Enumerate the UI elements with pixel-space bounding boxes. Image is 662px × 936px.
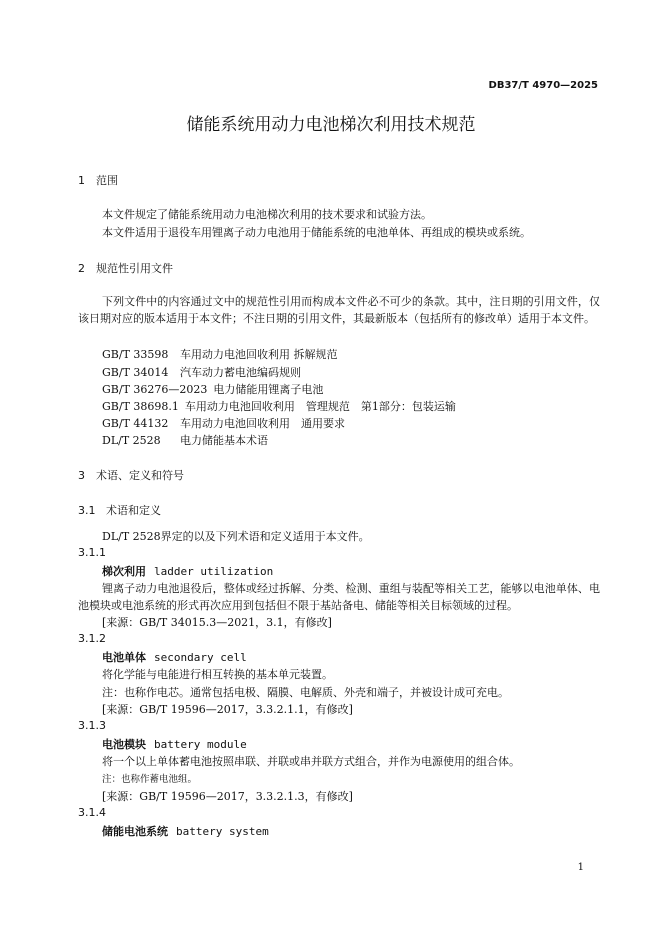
- reference-code: GB/T 38698.1: [102, 400, 179, 413]
- document-title: 储能系统用动力电池梯次利用技术规范: [186, 115, 476, 135]
- document-number: DB37/T 4970—2025: [488, 80, 598, 91]
- term-name: [102, 823, 269, 839]
- section-number: 1: [78, 174, 85, 187]
- term-definition: 锂离子动力电池退役后，整体或经过拆解、分类、检测、重组与装配等相关工艺，能够以电池单体、电池模块或电池系统的形式再次应用到包括但不限于基站备电、储能等相关目标领域的过程。: [78, 582, 600, 612]
- term-note: 注：也称作蓄电池组。: [102, 774, 198, 785]
- reference-code: GB/T 36276—2023: [102, 383, 208, 396]
- subsection-3-1-heading: [78, 502, 161, 518]
- reference-item: [102, 381, 323, 397]
- page-number: 1: [577, 862, 584, 873]
- paragraph: DL/T 2528界定的以及下列术语和定义适用于本文件。: [102, 530, 370, 543]
- term-name-en: battery system: [176, 825, 269, 838]
- reference-code: GB/T 34014: [102, 366, 169, 379]
- section-1-heading: [78, 172, 118, 188]
- reference-code: GB/T 44132: [102, 417, 169, 430]
- reference-title: 车用动力电池回收利用 通用要求: [180, 417, 345, 430]
- reference-title: 电力储能用锂离子电池: [213, 383, 324, 396]
- reference-item: [102, 346, 338, 362]
- reference-title: 电力储能基本术语: [180, 434, 268, 447]
- reference-item: [102, 364, 301, 380]
- term-number: 3.1.4: [78, 806, 106, 819]
- section-number: 3: [78, 469, 85, 482]
- term-source: [来源：GB/T 19596—2017，3.3.2.1.1，有修改]: [102, 703, 353, 716]
- section-title: 范围: [96, 174, 118, 187]
- reference-code: DL/T 2528: [102, 434, 161, 447]
- reference-item: [102, 432, 268, 448]
- term-name-zh: 储能电池系统: [102, 825, 168, 838]
- term-source: [来源：GB/T 34015.3—2021，3.1，有修改]: [102, 616, 332, 629]
- term-source: [来源：GB/T 19596—2017，3.3.2.1.3，有修改]: [102, 790, 353, 803]
- term-definition: 将化学能与电能进行相互转换的基本单元装置。: [102, 668, 333, 681]
- paragraph: 下列文件中的内容通过文中的规范性引用而构成本文件必不可少的条款。其中，注日期的引用文件，仅该日期对应的版本适用于本文件；不注日期的引用文件，其最新版本（包括所有的修改单）适用于本文件。: [78, 295, 600, 325]
- term-name-en: secondary cell: [154, 651, 247, 664]
- paragraph: 本文件适用于退役车用锂离子动力电池用于储能系统的电池单体、再组成的模块或系统。: [102, 226, 531, 239]
- term-number: 3.1.1: [78, 546, 106, 559]
- reference-title: 车用动力电池回收利用 拆解规范: [180, 348, 338, 361]
- subsection-number: 3.1: [78, 504, 96, 517]
- term-number: 3.1.2: [78, 632, 106, 645]
- reference-item: [102, 398, 456, 414]
- paragraph: 本文件规定了储能系统用动力电池梯次利用的技术要求和试验方法。: [102, 208, 432, 221]
- section-number: 2: [78, 262, 85, 275]
- reference-title: 汽车动力蓄电池编码规则: [180, 366, 301, 379]
- reference-code: GB/T 33598: [102, 348, 169, 361]
- term-number: 3.1.3: [78, 719, 106, 732]
- section-2-heading: [78, 260, 173, 276]
- term-name-zh: 电池单体: [102, 651, 146, 664]
- term-name: [102, 736, 247, 752]
- section-title: 规范性引用文件: [96, 262, 173, 275]
- term-name: [102, 563, 273, 579]
- section-title: 术语、定义和符号: [96, 469, 184, 482]
- term-definition: 将一个以上单体蓄电池按照串联、并联或串并联方式组合，并作为电源使用的组合体。: [102, 755, 520, 768]
- term-name-en: ladder utilization: [154, 565, 274, 578]
- reference-title: 车用动力电池回收利用 管理规范 第1部分：包装运输: [184, 400, 456, 413]
- term-name-zh: 电池模块: [102, 738, 146, 751]
- reference-item: [102, 415, 345, 431]
- subsection-title: 术语和定义: [106, 504, 161, 517]
- term-note: 注：也称作电芯。通常包括电极、隔膜、电解质、外壳和端子，并被设计成可充电。: [102, 686, 509, 699]
- term-name-en: battery module: [154, 738, 247, 751]
- term-name-zh: 梯次利用: [102, 565, 146, 578]
- term-name: [102, 649, 247, 665]
- section-3-heading: [78, 467, 184, 483]
